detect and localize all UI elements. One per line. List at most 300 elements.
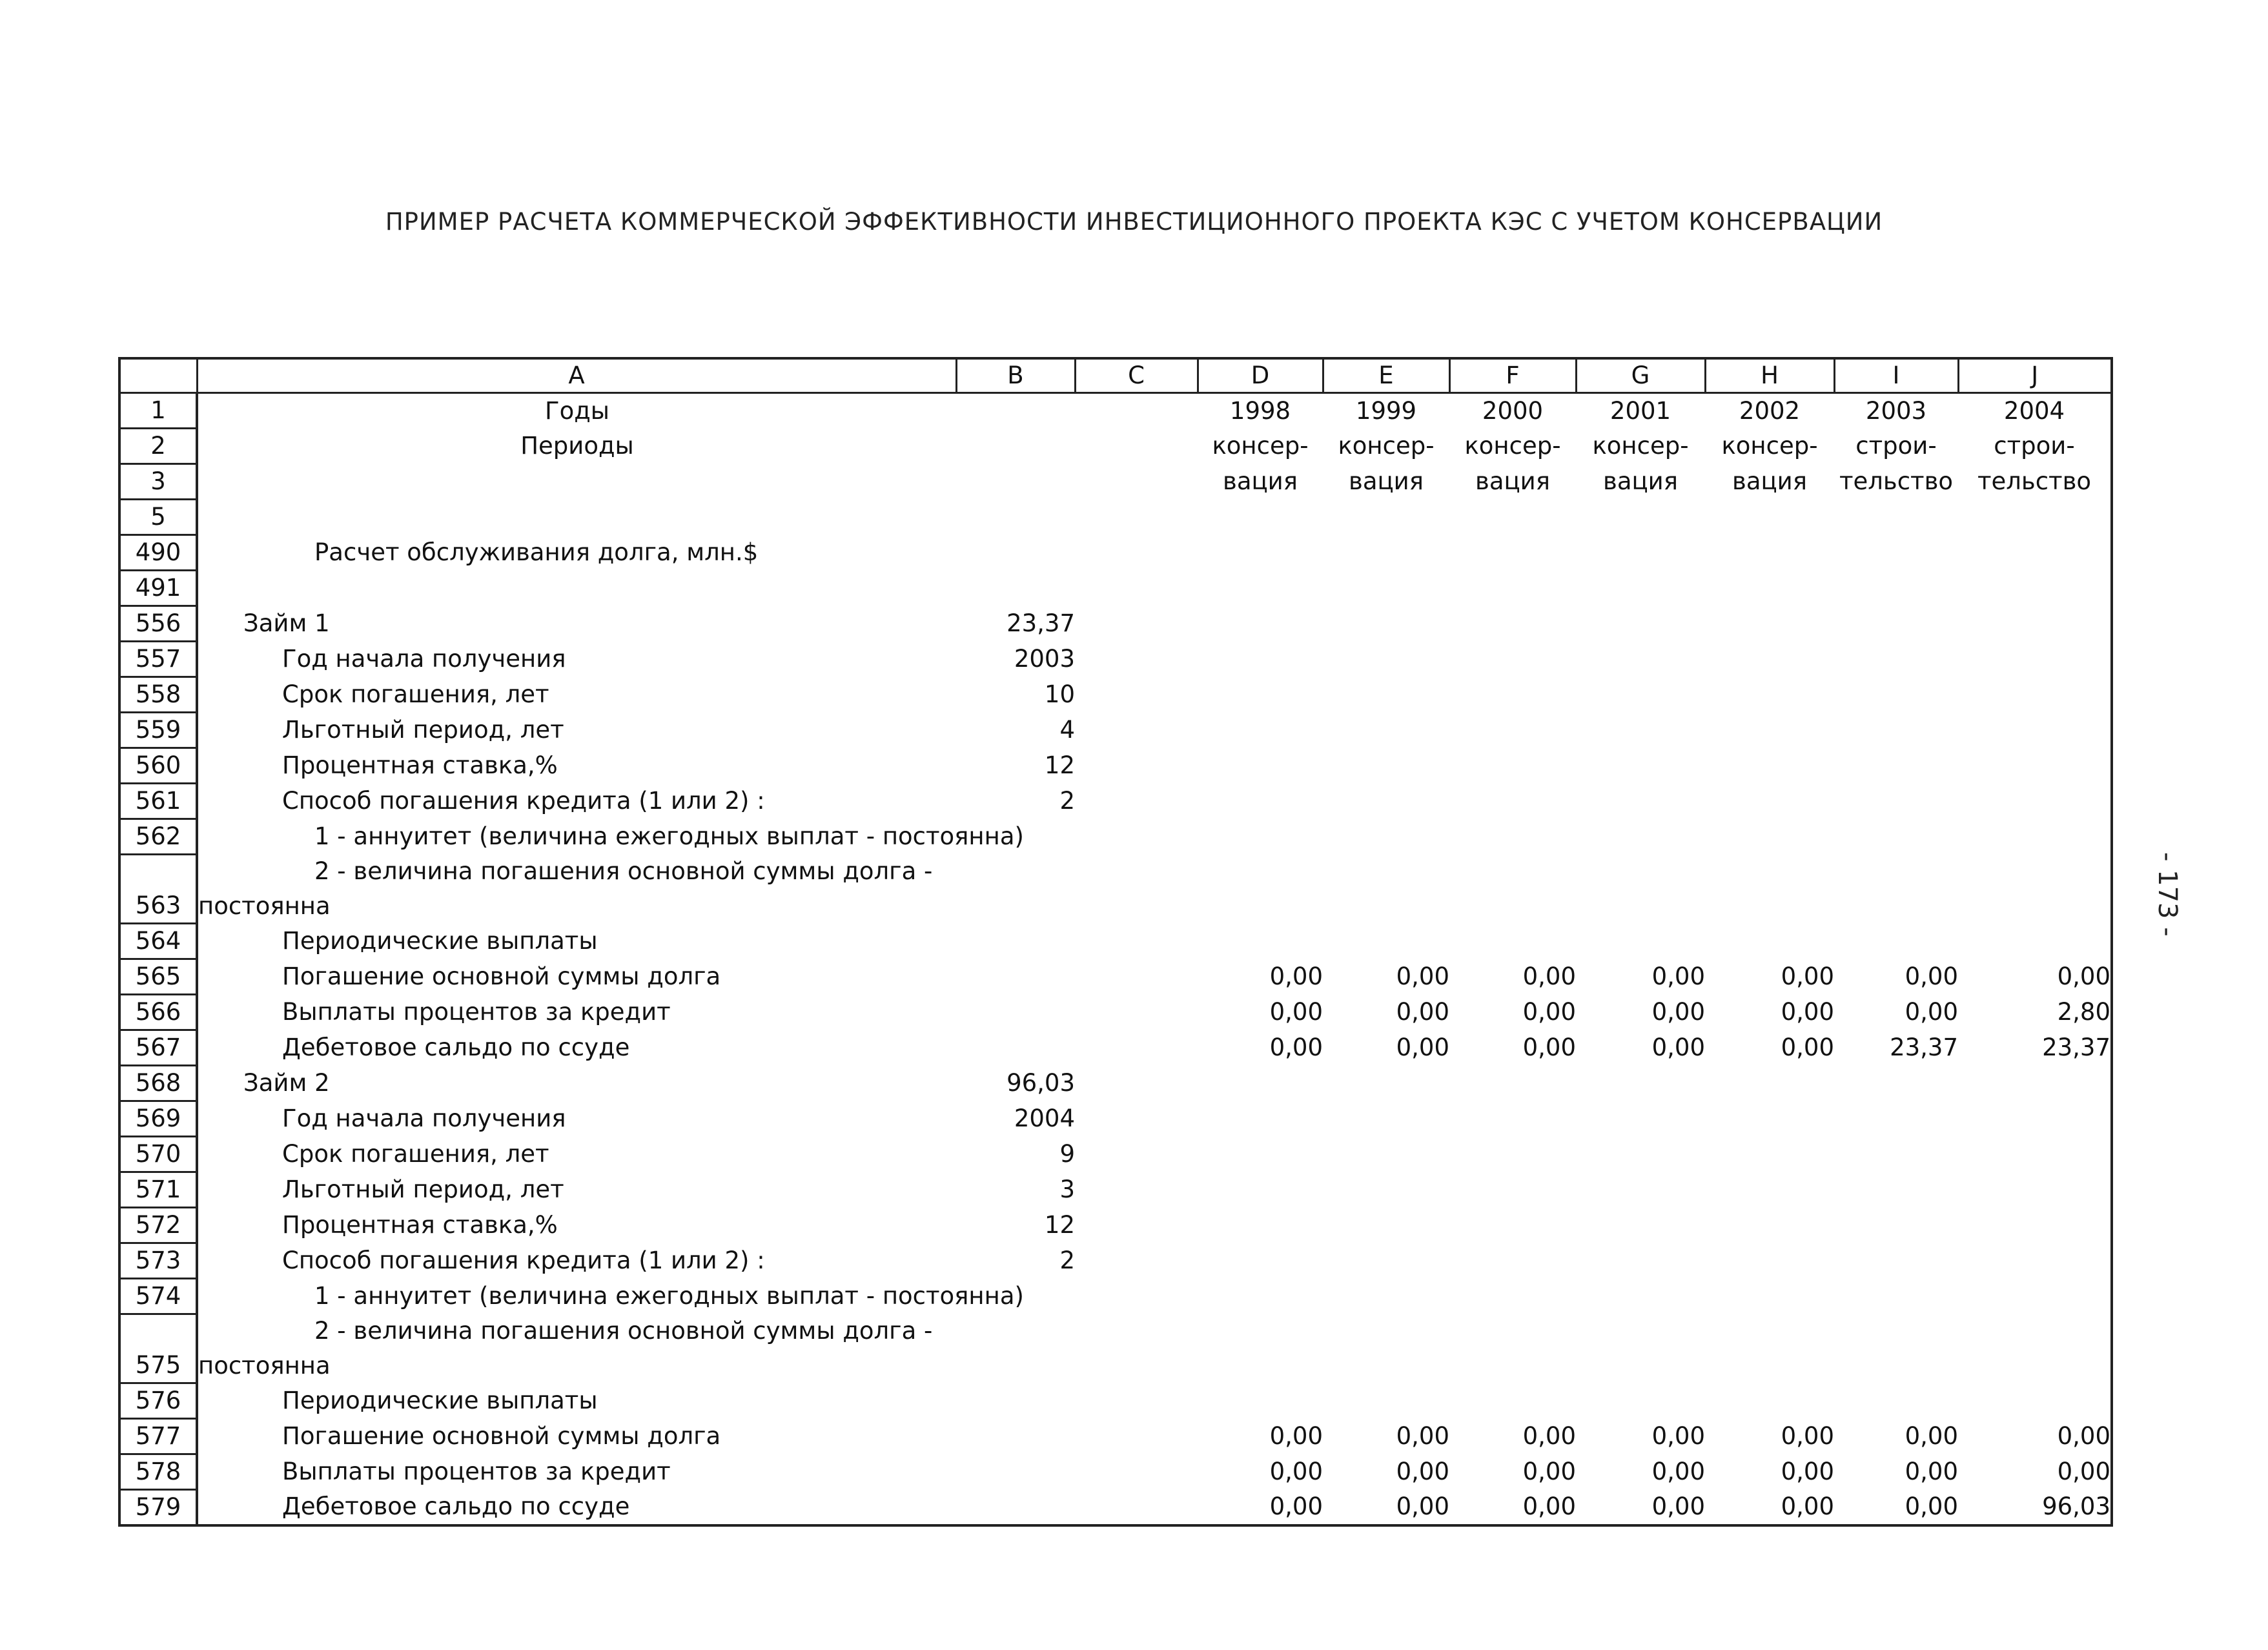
cell-value: [1958, 1101, 2112, 1137]
row-number[interactable]: 574: [119, 1279, 197, 1314]
row-number[interactable]: 578: [119, 1454, 197, 1490]
row-number[interactable]: 566: [119, 995, 197, 1030]
cell-value: [1323, 500, 1449, 535]
cell-empty-c: [1075, 606, 1198, 642]
year-cell: 2000: [1482, 396, 1544, 425]
cell-empty-c: [1075, 959, 1198, 995]
row-number[interactable]: [119, 1314, 197, 1349]
cell-value: [1449, 535, 1576, 571]
cell-value: 0,00: [1396, 1458, 1449, 1485]
page-title: ПРИМЕР РАСЧЕТА КОММЕРЧЕСКОЙ ЭФФЕКТИВНОСТИ ИНВЕСТИЦИОННОГО ПРОЕКТА КЭС С УЧЕТОМ КОНСЕРВАЦИИ: [385, 208, 1883, 236]
table-row: [119, 1279, 2112, 1314]
cell-value: [1958, 1172, 2112, 1208]
cell-empty-c: [1075, 784, 1198, 819]
row-label: постоянна: [198, 1351, 331, 1380]
row-label: Погашение основной суммы долга: [282, 962, 721, 990]
table-row: [119, 1243, 2112, 1279]
cell-value: [1198, 1314, 1323, 1349]
row-number[interactable]: 573: [119, 1243, 197, 1279]
corner-cell: [119, 358, 197, 393]
period-cell: вация: [1223, 467, 1298, 495]
cell-value: [1576, 1208, 1705, 1243]
cell-value: [1323, 784, 1449, 819]
period-cell: консер-: [1338, 432, 1435, 460]
cell-value: [1323, 819, 1449, 855]
row-number[interactable]: 3: [119, 464, 197, 500]
cell-value: [1449, 1383, 1576, 1419]
cell-value: [1323, 606, 1449, 642]
cell-value: [1576, 1383, 1705, 1419]
cell-value: [1449, 1172, 1576, 1208]
cell-value: 0,00: [1522, 1492, 1576, 1521]
cell-value: [1449, 642, 1576, 677]
row-number[interactable]: 570: [119, 1137, 197, 1172]
cell-value: [1705, 1208, 1834, 1243]
cell-value-b: 2003: [1014, 645, 1075, 673]
cell-value-b: 12: [1044, 1211, 1075, 1239]
cell-value: [1705, 855, 1834, 890]
table-row: [119, 889, 2112, 924]
table-row: [119, 642, 2112, 677]
row-label: Способ погашения кредита (1 или 2) :: [282, 787, 765, 815]
cell-empty-c: [1075, 819, 1198, 855]
row-number[interactable]: 2: [119, 429, 197, 464]
row-label: 1 - аннуитет (величина ежегодных выплат - постоянна): [314, 1282, 1024, 1310]
cell-value: [1834, 1314, 1958, 1349]
column-header[interactable]: A: [197, 358, 956, 393]
table-row: [119, 1066, 2112, 1101]
row-label: 2 - величина погашения основной суммы долга -: [314, 1317, 933, 1345]
row-number[interactable]: 564: [119, 924, 197, 959]
cell-empty-c: [1075, 677, 1198, 713]
cell-value: [1705, 1279, 1834, 1314]
cell-value: [1198, 713, 1323, 748]
cell-value-b: 9: [1059, 1140, 1075, 1168]
cell-empty-c: [1075, 1490, 1198, 1526]
cell-value: [1576, 748, 1705, 784]
column-header[interactable]: D: [1198, 358, 1323, 393]
cell-value: [1198, 889, 1323, 924]
cell-value: [1323, 1172, 1449, 1208]
cell-value: [1576, 713, 1705, 748]
column-header[interactable]: G: [1576, 358, 1705, 393]
cell-value: [1576, 1349, 1705, 1383]
cell-value: [1958, 1314, 2112, 1349]
cell-value: [1576, 1066, 1705, 1101]
row-number[interactable]: 561: [119, 784, 197, 819]
row-label: Займ 2: [243, 1069, 330, 1097]
period-cell: тельство: [1839, 467, 1954, 495]
table-row: [119, 855, 2112, 890]
cell-value: 0,00: [1651, 962, 1705, 990]
cell-value: [1198, 1349, 1323, 1383]
table-row: [119, 571, 2112, 606]
cell-empty-c: [1075, 1279, 1198, 1314]
cell-value: [1958, 1383, 2112, 1419]
cell-value: [1834, 1172, 1958, 1208]
row-label: Дебетовое сальдо по ссуде: [282, 1034, 630, 1061]
year-cell: 2001: [1609, 396, 1671, 425]
cell-empty-c: [1075, 995, 1198, 1030]
cell-value-b: [956, 1383, 1075, 1419]
cell-value: [1576, 642, 1705, 677]
column-header[interactable]: B: [956, 358, 1075, 393]
year-cell: 1999: [1355, 396, 1417, 425]
table-row: [119, 819, 2112, 855]
row-label: Погашение основной суммы долга: [282, 1422, 721, 1450]
cell-value: [1705, 1383, 1834, 1419]
row-number[interactable]: 567: [119, 1030, 197, 1066]
row-label: Выплаты процентов за кредит: [282, 1458, 671, 1485]
cell-value: [1323, 535, 1449, 571]
row-label: Периодические выплаты: [282, 927, 598, 955]
cell-value: [1323, 855, 1449, 890]
row-label: Выплаты процентов за кредит: [282, 998, 671, 1026]
cell-value: [1834, 889, 1958, 924]
cell-value: [1705, 1101, 1834, 1137]
cell-value: [1198, 1172, 1323, 1208]
cell-value: 0,00: [1781, 1034, 1834, 1061]
cell-empty-c: [1075, 535, 1198, 571]
cell-value: 0,00: [1651, 1492, 1705, 1521]
cell-value: 2,80: [1958, 995, 2112, 1030]
cell-value: 0,00: [1781, 1458, 1834, 1485]
year-cell: 1998: [1229, 396, 1291, 425]
cell-empty-c: [1075, 1419, 1198, 1454]
cell-value: [1834, 855, 1958, 890]
row-label: [197, 500, 956, 535]
cell-value: [1323, 1349, 1449, 1383]
row-number[interactable]: 491: [119, 571, 197, 606]
row-number[interactable]: 5: [119, 500, 197, 535]
table-row: [119, 784, 2112, 819]
row-number[interactable]: 571: [119, 1172, 197, 1208]
row-number[interactable]: 576: [119, 1383, 197, 1419]
row-number[interactable]: 572: [119, 1208, 197, 1243]
cell-value: [1323, 1066, 1449, 1101]
table-row: [119, 500, 2112, 535]
row-label: Дебетовое сальдо по ссуде: [282, 1492, 630, 1521]
cell-value: [1834, 1208, 1958, 1243]
cell-value: [1198, 924, 1323, 959]
table-row: [119, 1383, 2112, 1419]
cell-value: 0,00: [1396, 1034, 1449, 1061]
cell-value: [1705, 819, 1834, 855]
cell-value-b: 2004: [1014, 1105, 1075, 1132]
table-row: [119, 748, 2112, 784]
row-number[interactable]: 565: [119, 959, 197, 995]
period-cell: консер-: [1592, 432, 1689, 460]
cell-value: [1576, 535, 1705, 571]
cell-value: [1449, 677, 1576, 713]
cell-value: [1449, 855, 1576, 890]
cell-value: 0,00: [1781, 998, 1834, 1026]
cell-empty-c: [1075, 713, 1198, 748]
row-number[interactable]: 559: [119, 713, 197, 748]
cell-value-b: 10: [1044, 680, 1075, 708]
cell-value: [1449, 1101, 1576, 1137]
cell-value: [1834, 713, 1958, 748]
cell-value: [1705, 571, 1834, 606]
cell-value: [1323, 1314, 1449, 1349]
cell-value: [1834, 606, 1958, 642]
cell-value: 0,00: [1522, 998, 1576, 1026]
cell-value: [1834, 1101, 1958, 1137]
cell-value: 96,03: [1958, 1490, 2112, 1526]
cell-value-b: [956, 535, 1075, 571]
cell-value: [1576, 571, 1705, 606]
cell-value: [1834, 1137, 1958, 1172]
cell-value: [1576, 677, 1705, 713]
cell-value: [1834, 677, 1958, 713]
column-header[interactable]: I: [1834, 358, 1958, 393]
cell-value: [1449, 748, 1576, 784]
column-header[interactable]: J: [1958, 358, 2112, 393]
table-row: [119, 393, 2112, 429]
table-row: [119, 1419, 2112, 1454]
row-number[interactable]: 1: [119, 393, 197, 429]
cell-value-b: [956, 1030, 1075, 1066]
row-label: постоянна: [198, 891, 331, 920]
cell-value: [1198, 535, 1323, 571]
cell-value-b: 3: [1059, 1176, 1075, 1203]
cell-value: [1705, 1137, 1834, 1172]
cell-value: [1705, 1349, 1834, 1383]
row-label: Расчет обслуживания долга, млн.$: [314, 538, 759, 566]
cell-value: [1958, 713, 2112, 748]
cell-value: 0,00: [1651, 1034, 1705, 1061]
period-cell: тельство: [1958, 464, 2112, 500]
cell-value: 0,00: [1651, 1458, 1705, 1485]
cell-value: 0,00: [1651, 1422, 1705, 1450]
cell-empty-c: [1075, 889, 1198, 924]
cell-value: [1198, 1383, 1323, 1419]
cell-value: [1198, 1279, 1323, 1314]
table-row: [119, 606, 2112, 642]
cell-value: [1449, 713, 1576, 748]
cell-value: [1705, 642, 1834, 677]
cell-value-b: [956, 924, 1075, 959]
row-number[interactable]: 563: [119, 889, 197, 924]
table-row: [119, 535, 2112, 571]
cell-value: 0,00: [1905, 1492, 1958, 1521]
column-header[interactable]: H: [1705, 358, 1834, 393]
cell-value: 0,00: [1269, 1422, 1323, 1450]
cell-value: [1705, 1314, 1834, 1349]
row-label: Способ погашения кредита (1 или 2) :: [282, 1247, 765, 1274]
cell-value: 0,00: [1651, 998, 1705, 1026]
cell-value-b: 12: [1044, 751, 1075, 779]
cell-value-b: 23,37: [1006, 609, 1075, 637]
cell-value: [1834, 1243, 1958, 1279]
cell-value-b: [956, 995, 1075, 1030]
cell-value: 0,00: [1269, 1034, 1323, 1061]
cell-value: [1198, 748, 1323, 784]
period-cell: вация: [1603, 467, 1678, 495]
row-label: [197, 571, 956, 606]
cell-value: [1198, 642, 1323, 677]
cell-empty-c: [1075, 1030, 1198, 1066]
cell-value: [1958, 1243, 2112, 1279]
cell-value: [1449, 606, 1576, 642]
column-header[interactable]: C: [1075, 358, 1198, 393]
cell-empty-c: [1075, 1101, 1198, 1137]
cell-value: [1958, 1066, 2112, 1101]
cell-value: [1834, 500, 1958, 535]
cell-value-b: [956, 1419, 1075, 1454]
row-number[interactable]: 560: [119, 748, 197, 784]
cell-value-b: [956, 889, 1075, 924]
cell-value: [1576, 1314, 1705, 1349]
cell-empty-c: [1075, 1243, 1198, 1279]
year-cell: 2004: [1958, 393, 2112, 429]
cell-value: 0,00: [1396, 998, 1449, 1026]
row-number[interactable]: 557: [119, 642, 197, 677]
cell-value: [1323, 889, 1449, 924]
cell-value: [1449, 889, 1576, 924]
row-label: Год начала получения: [282, 1105, 566, 1132]
cell-empty-c: [1075, 642, 1198, 677]
cell-value: 0,00: [1958, 959, 2112, 995]
cell-value: [1198, 1243, 1323, 1279]
row-number[interactable]: 556: [119, 606, 197, 642]
cell-value: 0,00: [1522, 1458, 1576, 1485]
cell-value: 0,00: [1781, 1492, 1834, 1521]
cell-value: 0,00: [1905, 1422, 1958, 1450]
column-header[interactable]: F: [1449, 358, 1576, 393]
page-number: - 173 -: [2152, 852, 2182, 937]
cell-value: [1449, 1314, 1576, 1349]
cell-value: [1323, 1208, 1449, 1243]
cell-value: 0,00: [1269, 1492, 1323, 1521]
cell-empty-c: [1075, 1314, 1198, 1349]
cell-value-b: [956, 1490, 1075, 1526]
cell-value-b: 2: [1059, 787, 1075, 815]
row-number[interactable]: 575: [119, 1349, 197, 1383]
year-cell: 2003: [1865, 396, 1927, 425]
cell-value: [1834, 924, 1958, 959]
cell-empty-c: [1075, 1208, 1198, 1243]
cell-value-b: [956, 959, 1075, 995]
period-cell: строи-: [1958, 429, 2112, 464]
cell-value: [1449, 1066, 1576, 1101]
row-label: Процентная ставка,%: [282, 751, 558, 779]
cell-value-b: [956, 1454, 1075, 1490]
cell-value: [1323, 1137, 1449, 1172]
period-cell: вация: [1349, 467, 1424, 495]
cell-value: [1576, 1172, 1705, 1208]
cell-value-b: [956, 571, 1075, 606]
cell-value: [1576, 1279, 1705, 1314]
row-number[interactable]: 490: [119, 535, 197, 571]
cell-value: [1958, 889, 2112, 924]
cell-value: [1705, 924, 1834, 959]
cell-empty-c: [1075, 748, 1198, 784]
table-row: [119, 1490, 2112, 1526]
cell-value: [1576, 889, 1705, 924]
cell-value: [1449, 571, 1576, 606]
cell-value: [1198, 571, 1323, 606]
cell-value: [1198, 784, 1323, 819]
row-label: Срок погашения, лет: [282, 1140, 549, 1168]
table-row: [119, 1101, 2112, 1137]
table-row: [119, 924, 2112, 959]
row-number[interactable]: 562: [119, 819, 197, 855]
cell-value: [1958, 606, 2112, 642]
cell-value: [1958, 642, 2112, 677]
cell-empty-c: [1075, 1137, 1198, 1172]
cell-value: [1576, 606, 1705, 642]
row-label: Периодические выплаты: [282, 1387, 598, 1414]
cell-value: [1198, 500, 1323, 535]
column-header[interactable]: E: [1323, 358, 1449, 393]
cell-value: [1449, 1208, 1576, 1243]
cell-empty-c: [1075, 1349, 1198, 1383]
cell-value: [1198, 819, 1323, 855]
cell-value: [1576, 819, 1705, 855]
year-cell: 2002: [1739, 396, 1801, 425]
cell-value: 0,00: [1522, 1422, 1576, 1450]
cell-value: [1576, 784, 1705, 819]
cell-value: [1958, 500, 2112, 535]
cell-value: [1198, 1137, 1323, 1172]
cell-value: [1576, 1243, 1705, 1279]
cell-value: 0,00: [1905, 962, 1958, 990]
period-cell: строи-: [1855, 432, 1937, 460]
period-cell: вация: [1475, 467, 1550, 495]
cell-value: [1705, 500, 1834, 535]
cell-value: [1323, 571, 1449, 606]
cell-value: [1705, 606, 1834, 642]
cell-value: [1958, 1349, 2112, 1383]
cell-value: [1834, 748, 1958, 784]
cell-value: [1576, 1137, 1705, 1172]
cell-value: [1449, 924, 1576, 959]
table-row: [119, 959, 2112, 995]
cell-value: 0,00: [1269, 998, 1323, 1026]
table-row: [119, 995, 2112, 1030]
row-number[interactable]: 577: [119, 1419, 197, 1454]
cell-value: [1958, 535, 2112, 571]
table-row: [119, 1030, 2112, 1066]
cell-value: [1576, 500, 1705, 535]
row-number[interactable]: 568: [119, 1066, 197, 1101]
cell-empty-c: [1075, 1454, 1198, 1490]
cell-value: [1834, 1349, 1958, 1383]
row-number[interactable]: 558: [119, 677, 197, 713]
cell-value: [1834, 784, 1958, 819]
cell-value: [1576, 855, 1705, 890]
cell-value: [1198, 1066, 1323, 1101]
column-header-row: [119, 358, 2112, 393]
cell-value: [1958, 677, 2112, 713]
cell-value: [1705, 1172, 1834, 1208]
row-number[interactable]: 579: [119, 1490, 197, 1526]
cell-value: 0,00: [1958, 1419, 2112, 1454]
cell-value: 0,00: [1269, 1458, 1323, 1485]
cell-value: [1449, 819, 1576, 855]
cell-value-b: [956, 855, 1075, 890]
years-label: Годы: [545, 396, 609, 425]
cell-value: [1958, 924, 2112, 959]
table-row: [119, 1314, 2112, 1349]
cell-value: 0,00: [1781, 1422, 1834, 1450]
cell-empty-c: [1075, 1383, 1198, 1419]
row-number[interactable]: [119, 855, 197, 890]
cell-value: [1323, 1279, 1449, 1314]
table-row: [119, 1137, 2112, 1172]
row-number[interactable]: 569: [119, 1101, 197, 1137]
